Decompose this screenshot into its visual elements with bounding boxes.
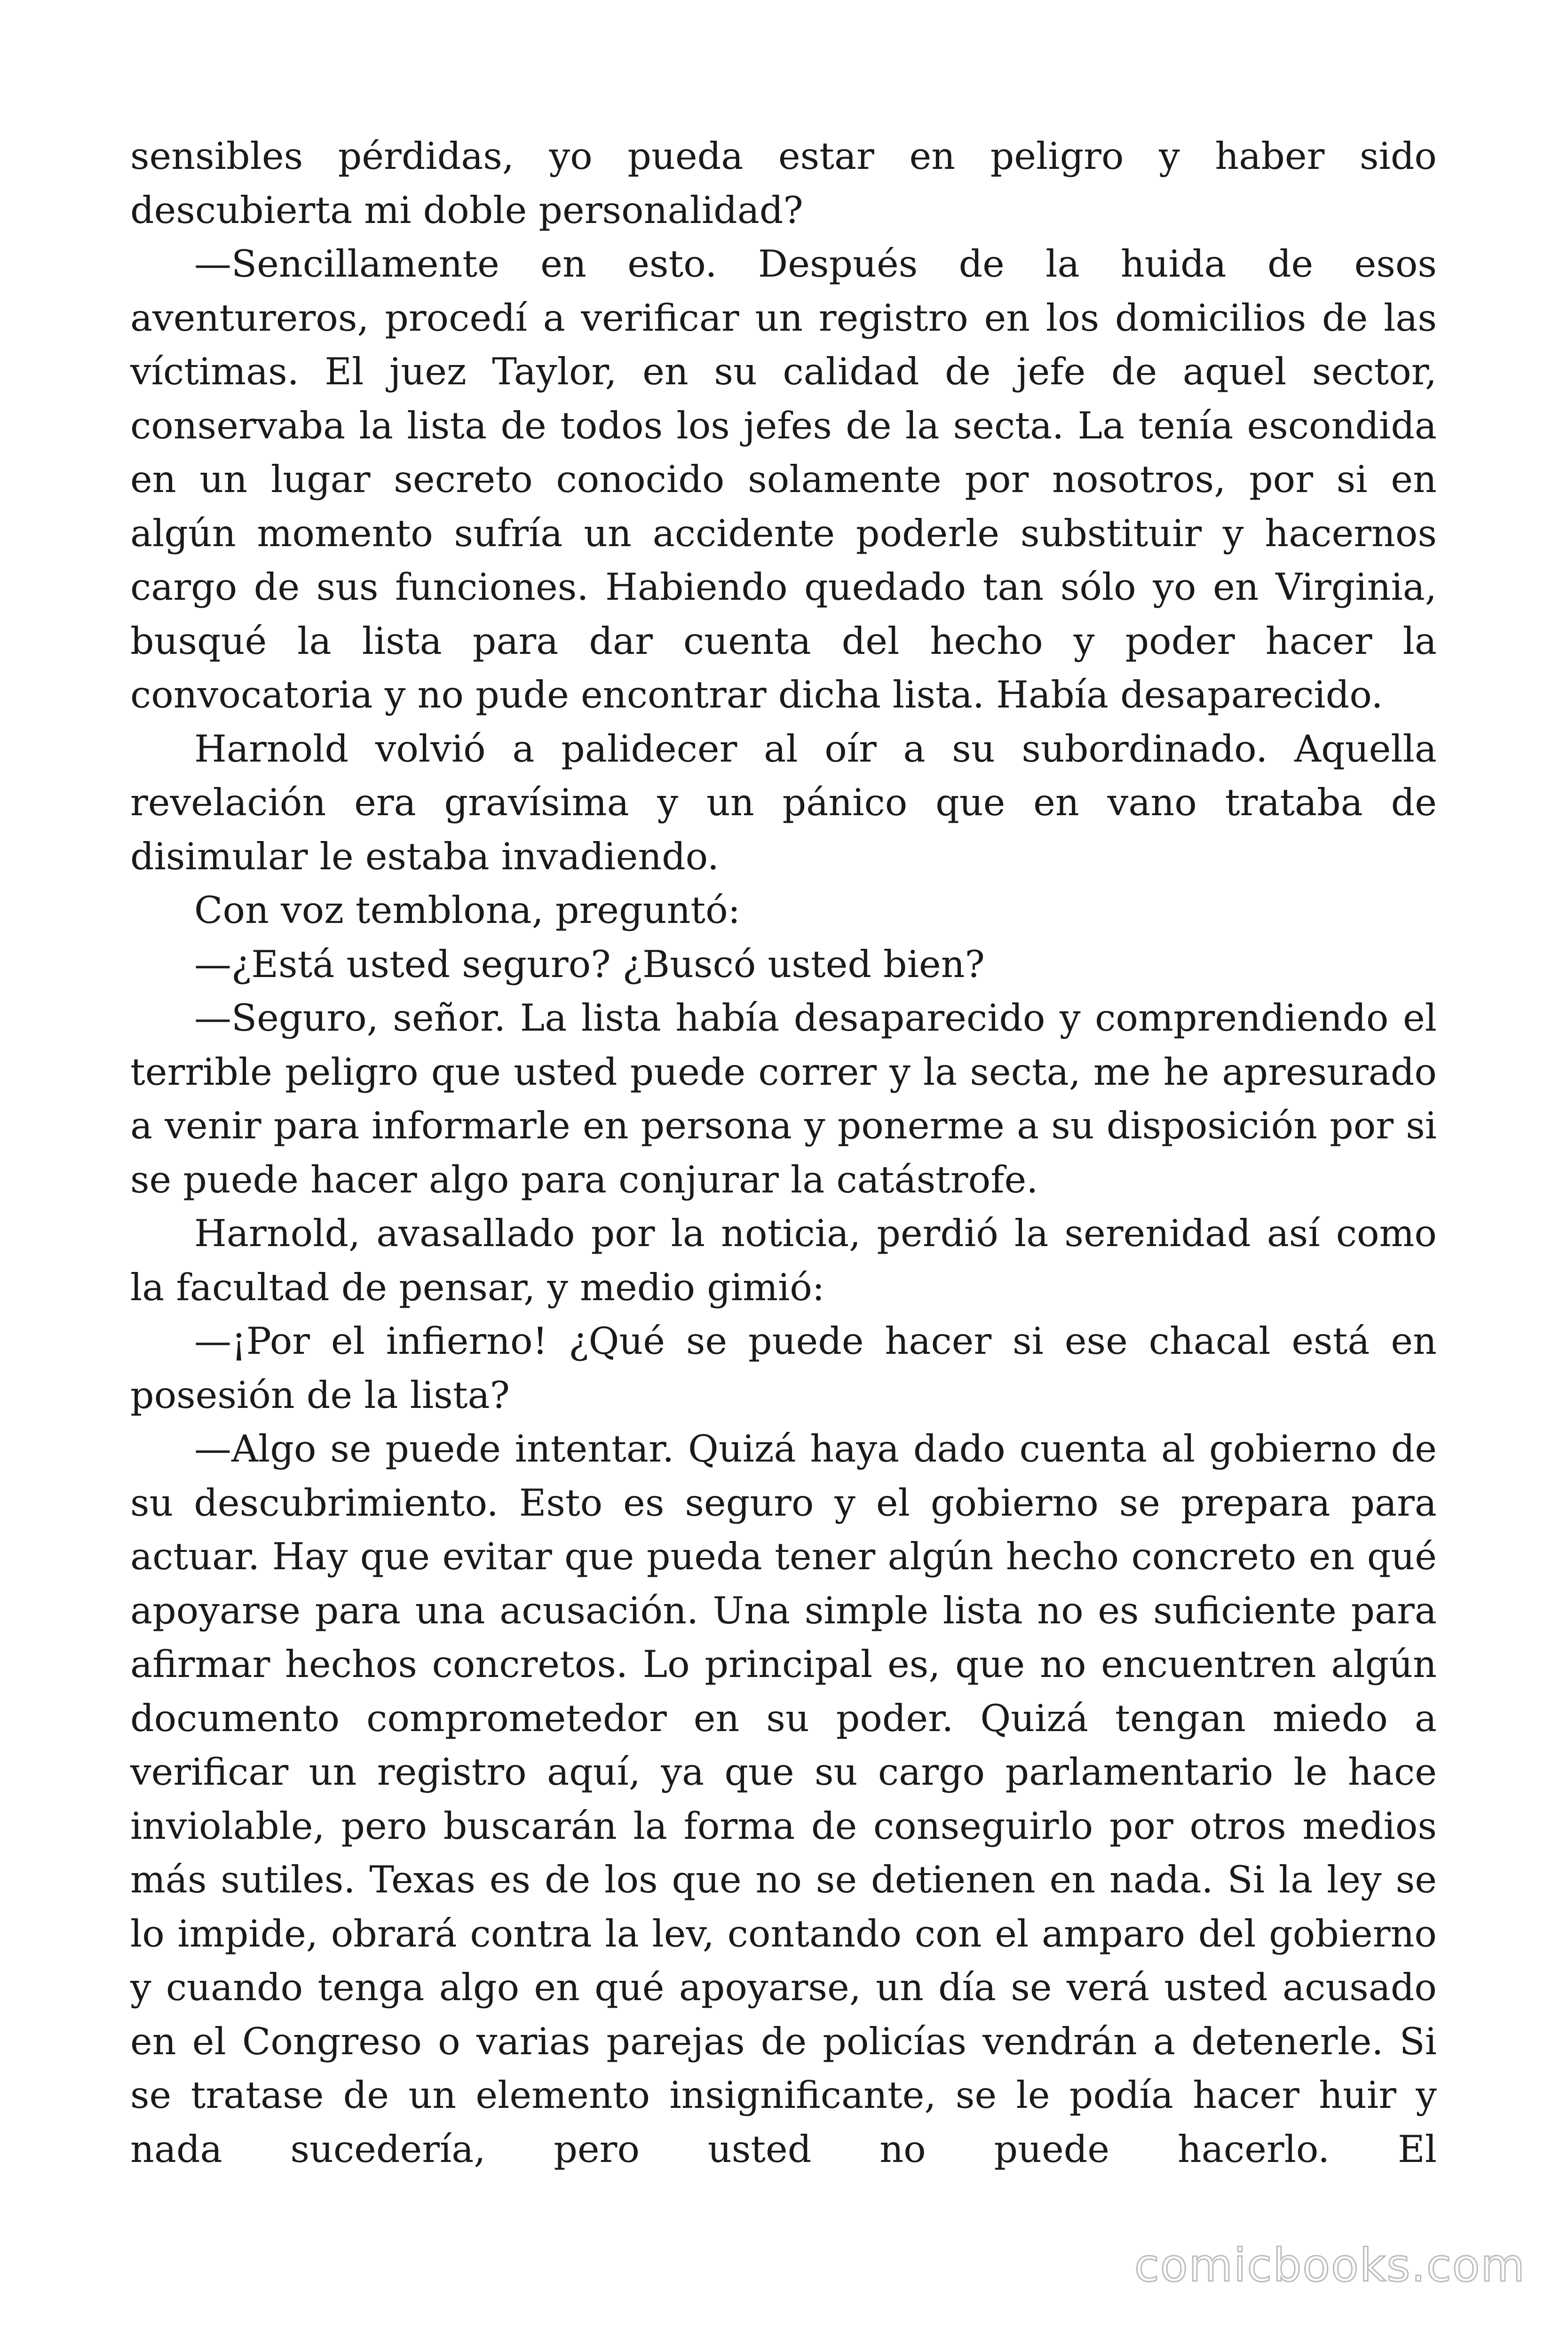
paragraph-6: —Seguro, señor. La lista había desaparecido y comprendiendo el terrible peligro que usted puede correr y la secta, me he apresurado a venir para informarle en persona y ponerme a su disposición por si se puede hacer algo para conjurar la catástrofe. xyxy=(130,996,1437,1201)
paragraph-7: Harnold, avasallado por la noticia, perdió la serenidad así como la facultad de pensar, y medio gimió: xyxy=(130,1212,1437,1309)
paragraph-4: Con voz temblona, preguntó: xyxy=(194,889,741,932)
paragraph-9: —Algo se puede intentar. Quizá haya dado cuenta al gobierno de su descubrimiento. Esto es seguro y el gobierno se prepara para actuar. Hay que evitar que pueda tener algún hecho concreto en qué apoyarse para una acusación. Una simple lista no es suficiente para afirmar hechos concretos. Lo principal es, que no encuentren algún documento comprometedor en su poder. Quizá tengan miedo a verificar un registro aquí, ya que su cargo parlamentario le hace inviolable, pero buscarán la forma de conseguirlo por otros medios más sutiles. Texas es de los que no se detienen en nada. Si la ley se lo impide, obrará contra la lev, contando con el amparo del gobierno y cuando tenga algo en qué apoyarse, un día se verá usted acusado en el Congreso o varias parejas de policías vendrán a detenerle. Si se tratase de un elemento insignificante, se le podía hacer huir y nada sucedería, pero usted no puede hacerlo. El xyxy=(130,1427,1437,2171)
paragraph-3: Harnold volvió a palidecer al oír a su subordinado. Aquella revelación era gravísima y un pánico que en vano trataba de disimular le estaba invadiendo. xyxy=(130,727,1437,878)
paragraph-8: —¡Por el infierno! ¿Qué se puede hacer si ese chacal está en posesión de la lista? xyxy=(130,1319,1437,1417)
paragraph-5: —¿Está usted seguro? ¿Buscó usted bien? xyxy=(194,942,985,986)
page-body xyxy=(130,129,1437,2199)
paragraph-2: —Sencillamente en esto. Después de la huida de esos aventureros, procedí a verificar un registro en los domicilios de las víctimas. El juez Taylor, en su calidad de jefe de aquel sector, conservaba la lista de todos los jefes de la secta. La tenía escondida en un lugar secreto conocido solamente por nosotros, por si en algún momento sufría un accidente poderle substituir y hacernos cargo de sus funciones. Habiendo quedado tan sólo yo en Virginia, busqué la lista para dar cuenta del hecho y poder hacer la convocatoria y no pude encontrar dicha lista. Había desaparecido. xyxy=(130,242,1437,716)
watermark: comicbooks.com xyxy=(1134,2239,1526,2292)
paragraph-1: sensibles pérdidas, yo pueda estar en peligro y haber sido descubierta mi doble personalidad? xyxy=(130,135,1437,232)
